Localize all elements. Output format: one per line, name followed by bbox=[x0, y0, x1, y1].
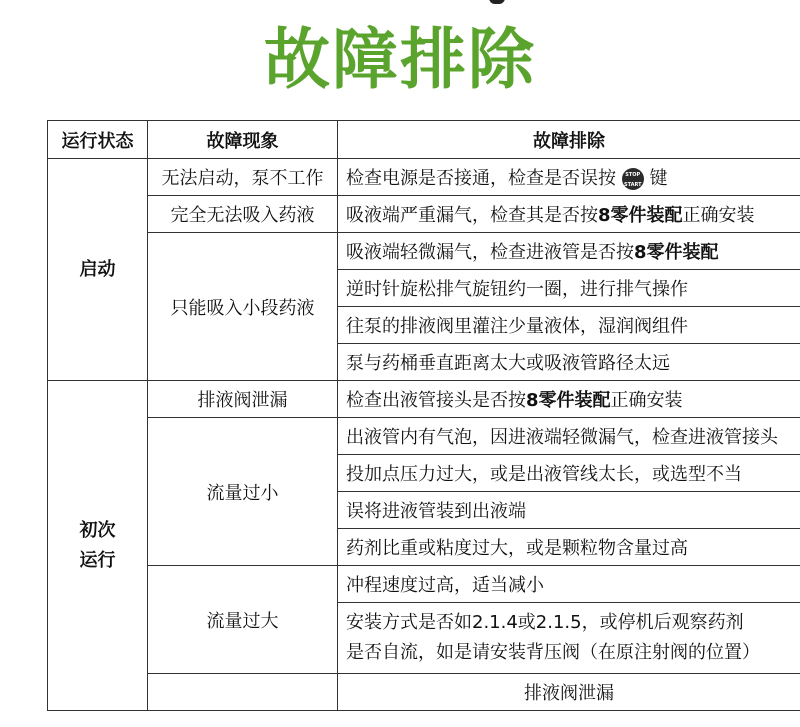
symptom-high-flow: 流量过大 bbox=[148, 566, 338, 674]
remedy-pressure: 投加点压力过大，或是出液管线太长，或选型不当 bbox=[338, 455, 800, 492]
symptom-small-suction: 只能吸入小段药液 bbox=[148, 233, 338, 381]
table-row bbox=[48, 566, 800, 603]
header-fault-remedy: 故障排除 bbox=[338, 121, 800, 159]
remedy-installation bbox=[338, 603, 800, 674]
stop-button-icon bbox=[622, 168, 644, 190]
remedy-text: 检查电源是否接通，检查是否误按 bbox=[346, 168, 616, 189]
remedy-outlet-check bbox=[338, 381, 800, 418]
title-area bbox=[0, 0, 800, 118]
table-row bbox=[48, 381, 800, 418]
table-row bbox=[48, 196, 800, 233]
table-row bbox=[48, 159, 800, 196]
table-row bbox=[48, 233, 800, 270]
remedy-suffix: 正确安装 bbox=[682, 205, 755, 226]
remedy-suction-leak bbox=[338, 196, 800, 233]
remedy-exhaust-knob: 逆时针旋松排气旋钮约一圈，进行排气操作 bbox=[338, 270, 800, 307]
remedy-stroke-speed: 冲程速度过高，适当减小 bbox=[338, 566, 800, 603]
run-state-first-run bbox=[48, 381, 148, 711]
remedy-line-1: 安装方式是否如2.1.4或2.1.5，或停机后观察药剂 bbox=[346, 612, 744, 633]
remedy-wrong-pipe: 误将进液管装到出液端 bbox=[338, 492, 800, 529]
symptom-discharge-leak: 排液阀泄漏 bbox=[148, 381, 338, 418]
remedy-viscosity: 药剂比重或粘度过大，或是颗粒物含量过高 bbox=[338, 529, 800, 566]
table-row bbox=[48, 418, 800, 455]
header-run-state: 运行状态 bbox=[48, 121, 148, 159]
stop-icon-top-text: STOP bbox=[625, 172, 641, 178]
remedy-prefix: 检查出液管接头是否按 bbox=[346, 390, 526, 411]
part-reference: 8零件装配 bbox=[526, 390, 611, 411]
run-state-line-1: 初次 bbox=[79, 519, 116, 541]
troubleshooting-table bbox=[47, 120, 800, 711]
symptom-low-flow: 流量过小 bbox=[148, 418, 338, 566]
remedy-distance: 泵与药桶垂直距离太大或吸液管路径太远 bbox=[338, 344, 800, 381]
remedy-line-2: 是否自流，如是请安装背压阀（在原注射阀的位置） bbox=[346, 642, 760, 663]
remedy-prefix: 吸液端严重漏气，检查其是否按 bbox=[346, 205, 598, 226]
run-state-blank bbox=[148, 674, 338, 711]
remedy-suffix: 键 bbox=[649, 168, 668, 189]
table-row bbox=[48, 674, 800, 711]
table-header-row bbox=[48, 121, 800, 159]
part-reference: 8零件装配 bbox=[634, 242, 719, 263]
stop-icon-bottom-text: START bbox=[623, 182, 642, 188]
remedy-check-power bbox=[338, 159, 800, 196]
page-title: 故障排除 bbox=[264, 21, 536, 98]
symptom-discharge-leak: 排液阀泄漏 bbox=[338, 674, 800, 711]
remedy-bubbles: 出液管内有气泡，因进液端轻微漏气，检查进液管接头 bbox=[338, 418, 800, 455]
run-state-line-2: 运行 bbox=[79, 549, 116, 571]
header-fault-symptom: 故障现象 bbox=[148, 121, 338, 159]
remedy-wet-valve: 往泵的排液阀里灌注少量液体，湿润阀组件 bbox=[338, 307, 800, 344]
symptom-cannot-start: 无法启动，泵不工作 bbox=[148, 159, 338, 196]
part-reference: 8零件装配 bbox=[598, 205, 683, 226]
remedy-prefix: 吸液端轻微漏气，检查进液管是否按 bbox=[346, 242, 634, 263]
run-state-start: 启动 bbox=[48, 159, 148, 381]
remedy-suffix: 正确安装 bbox=[610, 390, 683, 411]
top-edge-fragment bbox=[489, 0, 505, 4]
remedy-slight-leak bbox=[338, 233, 800, 270]
symptom-no-suction: 完全无法吸入药液 bbox=[148, 196, 338, 233]
